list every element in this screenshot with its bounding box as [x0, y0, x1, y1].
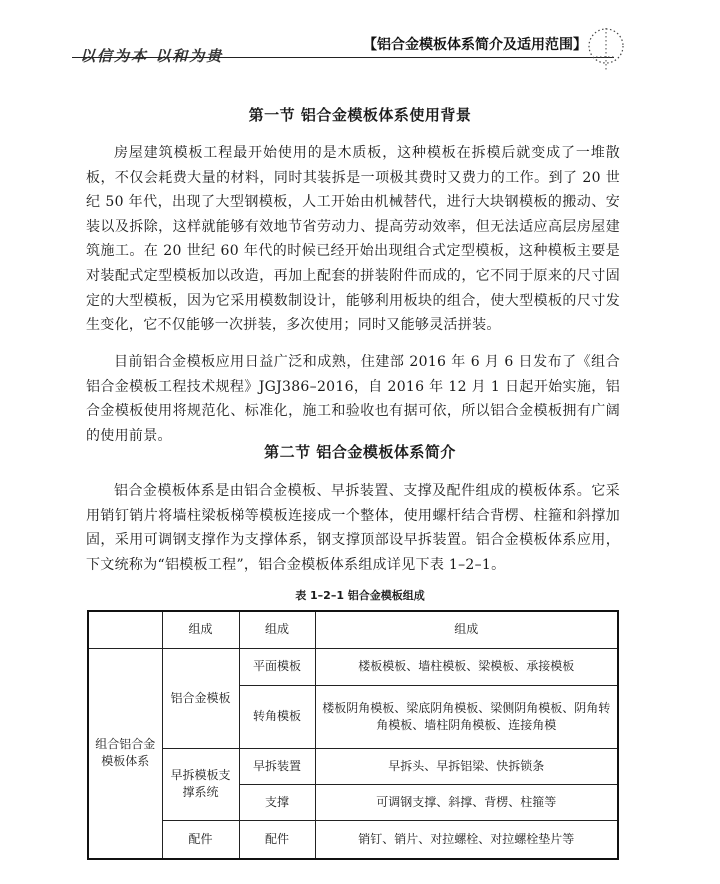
content-cell: 楼板模板、墙柱模板、梁模板、承接模板 [315, 648, 618, 685]
table-caption: 表 1–2–1 铝合金模板组成 [295, 589, 425, 602]
type-cell: 早拆装置 [239, 748, 315, 784]
section-1-heading: 第一节 铝合金模板体系使用背景 [248, 106, 472, 124]
table-row [88, 648, 618, 685]
table-header-cell: 组成 [239, 611, 315, 648]
header-rule [72, 57, 614, 58]
type-cell: 支撑 [239, 784, 315, 820]
table-row [88, 820, 618, 859]
table-header-cell: 组成 [162, 611, 239, 648]
content-cell: 销钉、销片、对拉螺栓、对拉螺栓垫片等 [315, 820, 618, 859]
header-motto: 以信为本 以和为贵 [80, 47, 224, 65]
dotted-circle-ornament-icon [582, 26, 630, 74]
content-cell: 早拆头、早拆铝梁、快拆锁条 [315, 748, 618, 784]
composition-table [87, 610, 619, 860]
type-cell: 平面模板 [239, 648, 315, 685]
section-1-paragraph-1: 房屋建筑模板工程最开始使用的是木质板，这种模板在拆模后就变成了一堆散板，不仅会耗费大量的材料，同时其装拆是一项极其费时又费力的工作。到了 20 世纪 50 年代，出现了大型钢模板，人工开始由机械替代，进行大块钢模板的搬动、安装以及拆除，这样就能够有效地节省劳动力、提高劳动效率，但无法适应高层房屋建筑施工。在 20 世纪 60 年代的时候已经开始出现组合式定型模板，这种模板主要是对装配式定型模板加以改造，再加上配套的拼装附件而成的，它不同于原来的尺寸固定的大型模板，因为它采用模数制设计，能够利用板块的组合，使大型模板的尺寸发生变化，它不仅能够一次拼装，多次使用；同时又能够灵活拼装。 [86, 145, 620, 334]
group-cell: 配件 [162, 820, 239, 859]
content-cell: 楼板阴角模板、梁底阴角模板、梁侧阴角模板、阴角转角模板、墙柱阴角模板、连接角模 [315, 685, 618, 748]
table-header-cell: 组成 [315, 611, 618, 648]
group-cell: 铝合金模板 [162, 648, 239, 748]
group-cell: 早拆模板支撑系统 [162, 748, 239, 820]
table-header-cell [88, 611, 162, 648]
content-cell: 可调钢支撑、斜撑、背楞、柱箍等 [315, 784, 618, 820]
section-2-paragraph-1: 铝合金模板体系是由铝合金模板、早拆装置、支撑及配件组成的模板体系。它采用销钉销片将墙柱梁板梯等模板连接成一个整体，使用螺杆结合背楞、柱箍和斜撑加固，采用可调钢支撑作为支撑体系，钢支撑顶部设早拆装置。铝合金模板体系应用，下文统称为“铝模板工程”，铝合金模板体系组成详见下表 1–2–1。 [86, 483, 620, 573]
table-row [88, 748, 618, 784]
table-header-row [88, 611, 618, 648]
section-1-paragraph-2: 目前铝合金模板应用日益广泛和成熟，住建部 2016 年 6 月 6 日发布了《组合铝合金模板工程技术规程》JGJ386–2016，自 2016 年 12 月 1 日起开始实施，铝合金模板使用将规范化、标准化，施工和验收也有据可依，所以铝合金模板拥有广阔的使用前景。 [86, 354, 620, 444]
system-cell: 组合铝合金模板体系 [88, 648, 162, 859]
type-cell: 配件 [239, 820, 315, 859]
header-section-title: 【铝合金模板体系简介及适用范围】 [363, 37, 587, 53]
section-2-heading: 第二节 铝合金模板体系简介 [264, 443, 456, 461]
type-cell: 转角模板 [239, 685, 315, 748]
